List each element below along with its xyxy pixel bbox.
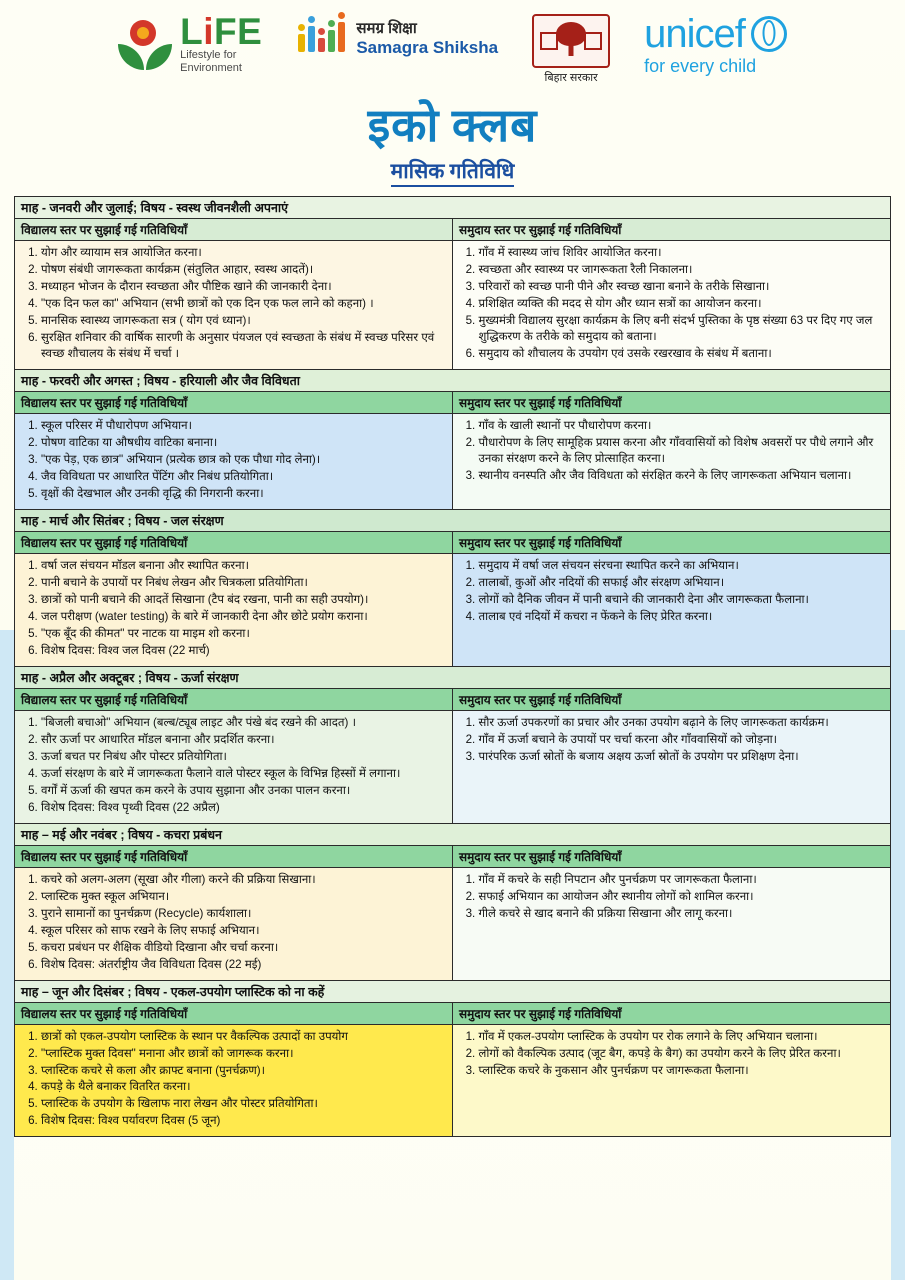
list-item: 4. प्रशिक्षित व्यक्ति की मदद से योग और ध्यान सत्रों का आयोजन करना। bbox=[479, 296, 885, 312]
list-item: 3. मध्याहन भोजन के दौरान स्वच्छता और पौष्टिक खाने की जानकारी देना। bbox=[41, 279, 446, 295]
samagra-shiksha-hindi: समग्र शिक्षा bbox=[356, 20, 417, 37]
community-activities bbox=[453, 868, 891, 980]
column-header-school: विद्यालय स्तर पर सुझाई गई गतिविधियाँ bbox=[15, 219, 453, 240]
list-item: 2. पोषण संबंधी जागरूकता कार्यक्रम (संतुलित आहार, स्वस्थ आदतें)। bbox=[41, 262, 446, 278]
list-item: 1. गाँव के खाली स्थानों पर पौधारोपण करना। bbox=[479, 418, 885, 434]
month-header: माह - जनवरी और जुलाई; विषय - स्वस्थ जीवनशैली अपनाएं bbox=[15, 197, 890, 219]
list-item: 2. तालाबों, कुओं और नदियों की सफाई और संरक्षण अभियान। bbox=[479, 575, 885, 591]
list-item: 1. गाँव में स्वास्थ्य जांच शिविर आयोजित करना। bbox=[479, 245, 885, 261]
column-header-community: समुदाय स्तर पर सुझाई गई गतिविधियाँ bbox=[459, 1006, 622, 1021]
list-item: 2. प्लास्टिक मुक्त स्कूल अभियान। bbox=[41, 889, 446, 905]
list-item: 3. स्थानीय वनस्पति और जैव विविधता को संरक्षित करने के लिए जागरूकता अभियान चलाना। bbox=[479, 468, 885, 484]
list-item: 4. कपड़े के थैले बनाकर वितरित करना। bbox=[41, 1079, 446, 1095]
month-header: माह - मार्च और सितंबर ; विषय - जल संरक्षण bbox=[15, 510, 890, 532]
list-item: 1. गाँव में एकल-उपयोग प्लास्टिक के उपयोग पर रोक लगाने के लिए अभियान चलाना। bbox=[479, 1029, 885, 1045]
list-item: 1. स्कूल परिसर में पौधारोपण अभियान। bbox=[41, 418, 446, 434]
bihar-emblem-icon bbox=[532, 14, 610, 68]
community-activities bbox=[453, 711, 891, 823]
list-item-special-day: 6. विशेष दिवस: विश्व पर्यावरण दिवस (5 जून) bbox=[41, 1113, 446, 1129]
list-item: 5. प्लास्टिक के उपयोग के खिलाफ नारा लेखन और पोस्टर प्रतियोगिता। bbox=[41, 1096, 446, 1112]
list-item: 2. लोगों को वैकल्पिक उत्पाद (जूट बैग, कपड़े के बैग) का उपयोग करने के लिए प्रेरित करना। bbox=[479, 1046, 885, 1062]
list-item: 3. छात्रों को पानी बचाने की आदतें सिखाना (टैप बंद रखना, पानी का सही उपयोग)। bbox=[41, 592, 446, 608]
life-wordmark: LiFE bbox=[180, 11, 263, 52]
month-header: माह - अप्रैल और अक्टूबर ; विषय - ऊर्जा संरक्षण bbox=[15, 667, 890, 689]
list-item: 4. "एक दिन फल का" अभियान (सभी छात्रों को एक दिन एक फल लाने को कहना) । bbox=[41, 296, 446, 312]
life-logo bbox=[118, 11, 263, 74]
month-block-february-august bbox=[15, 370, 890, 510]
unicef-logo bbox=[644, 14, 787, 77]
bihar-emblem-caption: बिहार सरकार bbox=[544, 72, 598, 84]
column-header-school: विद्यालय स्तर पर सुझाई गई गतिविधियाँ bbox=[15, 1003, 453, 1024]
samagra-shiksha-english: Samagra Shiksha bbox=[356, 38, 499, 57]
list-item: 1. गाँव में कचरे के सही निपटान और पुनर्चक्रण पर जागरूकता फैलाना। bbox=[479, 872, 885, 888]
month-block-march-september bbox=[15, 510, 890, 667]
column-header-school: विद्यालय स्तर पर सुझाई गई गतिविधियाँ bbox=[15, 532, 453, 553]
list-item: 3. प्लास्टिक कचरे से कला और क्राफ्ट बनाना (पुनर्चक्रण)। bbox=[41, 1063, 446, 1079]
list-item: 3. परिवारों को स्वच्छ पानी पीने और स्वच्छ खाना बनाने के तरीके सिखाना। bbox=[479, 279, 885, 295]
page-title: इको क्लब bbox=[367, 100, 538, 151]
list-item: 5. वर्गों में ऊर्जा की खपत कम करने के उपाय सुझाना और उनका पालन करना। bbox=[41, 783, 446, 799]
page-subtitle bbox=[0, 157, 905, 188]
list-item: 3. गीले कचरे से खाद बनाने की प्रक्रिया सिखाना और लागू करना। bbox=[479, 906, 885, 922]
list-item: 2. "प्लास्टिक मुक्त दिवस" मनाना और छात्रों को जागरूक करना। bbox=[41, 1046, 446, 1062]
list-item: 5. मुख्यमंत्री विद्यालय सुरक्षा कार्यक्रम के लिए बनी संदर्भ पुस्तिका के पृष्ठ संख्या 63 पर दिए गए जल शुद्धिकरण के तरीके को समुदाय को बताना। bbox=[479, 313, 885, 345]
column-header-community: समुदाय स्तर पर सुझाई गई गतिविधियाँ bbox=[459, 223, 622, 237]
list-item: 2. पानी बचाने के उपायों पर निबंध लेखन और चित्रकला प्रतियोगिता। bbox=[41, 575, 446, 591]
list-item: 2. सौर ऊर्जा पर आधारित मॉडल बनाना और प्रदर्शित करना। bbox=[41, 732, 446, 748]
life-subtitle-line2: Environment bbox=[180, 61, 242, 74]
list-item: 5. कचरा प्रबंधन पर शैक्षिक वीडियो दिखाना और चर्चा करना। bbox=[41, 940, 446, 956]
list-item-special-day: 6. विशेष दिवस: विश्व जल दिवस (22 मार्च) bbox=[41, 643, 446, 659]
life-leaf-sun-icon bbox=[118, 16, 172, 72]
community-activities bbox=[453, 554, 891, 666]
list-item: 3. "एक पेड़, एक छात्र" अभियान (प्रत्येक छात्र को एक पौधा गोद लेना)। bbox=[41, 452, 446, 468]
list-item: 1. समुदाय में वर्षा जल संचयन संरचना स्थापित करने का अभियान। bbox=[479, 558, 885, 574]
month-block-june-december bbox=[15, 981, 890, 1138]
logo-bar bbox=[0, 0, 905, 87]
list-item: 1. "बिजली बचाओ" अभियान (बल्ब/ट्यूब लाइट और पंखे बंद रखने की आदत) । bbox=[41, 715, 446, 731]
month-header: माह – जून और दिसंबर ; विषय - एकल-उपयोग प्लास्टिक को ना कहें bbox=[15, 981, 890, 1003]
list-item: 4. ऊर्जा संरक्षण के बारे में जागरूकता फैलाने वाले पोस्टर स्कूल के विभिन्न हिस्सों में लगाना। bbox=[41, 766, 446, 782]
month-block-april-october bbox=[15, 667, 890, 824]
unicef-tagline: for every child bbox=[644, 56, 757, 76]
life-subtitle-line1: Lifestyle for bbox=[180, 49, 237, 62]
column-header-school: विद्यालय स्तर पर सुझाई गई गतिविधियाँ bbox=[15, 846, 453, 867]
list-item: 1. छात्रों को एकल-उपयोग प्लास्टिक के स्थान पर वैकल्पिक उत्पादों का उपयोग bbox=[41, 1029, 446, 1045]
list-item: 2. पौधारोपण के लिए सामूहिक प्रयास करना और गाँववासियों को विशेष अवसरों पर पौधे लगाने और उनका संरक्षण करने के लिए प्रोत्साहित करना। bbox=[479, 435, 885, 467]
list-item: 5. "एक बूँद की कीमत" पर नाटक या माइम शो करना। bbox=[41, 626, 446, 642]
list-item: 3. लोगों को दैनिक जीवन में पानी बचाने की जानकारी देना और जागरूकता फैलाना। bbox=[479, 592, 885, 608]
unicef-globe-icon bbox=[751, 16, 787, 52]
month-block-may-november bbox=[15, 824, 890, 981]
list-item: 3. पुराने सामानों का पुनर्चक्रण (Recycle) कार्यशाला। bbox=[41, 906, 446, 922]
list-item: 2. सफाई अभियान का आयोजन और स्थानीय लोगों को शामिल करना। bbox=[479, 889, 885, 905]
list-item: 4. तालाब एवं नदियों में कचरा न फेंकने के लिए प्रेरित करना। bbox=[479, 609, 885, 625]
list-item: 3. ऊर्जा बचत पर निबंध और पोस्टर प्रतियोगिता। bbox=[41, 749, 446, 765]
list-item: 3. पारंपरिक ऊर्जा स्रोतों के बजाय अक्षय ऊर्जा स्रोतों के उपयोग पर प्रशिक्षण देना। bbox=[479, 749, 885, 765]
list-item: 2. पोषण वाटिका या औषधीय वाटिका बनाना। bbox=[41, 435, 446, 451]
list-item: 4. जैव विविधता पर आधारित पेंटिंग और निबंध प्रतियोगिता। bbox=[41, 469, 446, 485]
list-item-special-day: 6. विशेष दिवस: अंतर्राष्ट्रीय जैव विविधता दिवस (22 मई) bbox=[41, 957, 446, 973]
column-header-school: विद्यालय स्तर पर सुझाई गई गतिविधियाँ bbox=[15, 392, 453, 413]
life-i-letter: i bbox=[203, 11, 215, 52]
column-header-community: समुदाय स्तर पर सुझाई गई गतिविधियाँ bbox=[459, 395, 622, 410]
list-item: 6. सुरक्षित शनिवार की वार्षिक सारणी के अनुसार पंयजल एवं स्वच्छता के संबंध में स्वच्छ परिसर एवं स्वच्छ शौचालय के संबंध में चर्चा । bbox=[41, 330, 446, 362]
bihar-government-logo bbox=[532, 14, 610, 85]
list-item: 3. प्लास्टिक कचरे के नुकसान और पुनर्चक्रण पर जागरूकता फैलाना। bbox=[479, 1063, 885, 1079]
school-activities bbox=[15, 711, 453, 823]
school-activities bbox=[15, 1025, 453, 1137]
month-header: माह – मई और नवंबर ; विषय - कचरा प्रबंधन bbox=[15, 824, 890, 846]
school-activities bbox=[15, 414, 453, 509]
list-item: 5. वृक्षों की देखभाल और उनकी वृद्धि की निगरानी करना। bbox=[41, 486, 446, 502]
activity-table bbox=[14, 196, 891, 1137]
samagra-shiksha-icon bbox=[296, 14, 348, 62]
column-header-community: समुदाय स्तर पर सुझाई गई गतिविधियाँ bbox=[459, 692, 622, 707]
list-item: 1. सौर ऊर्जा उपकरणों का प्रचार और उनका उपयोग बढ़ाने के लिए जागरूकता कार्यक्रम। bbox=[479, 715, 885, 731]
school-activities bbox=[15, 868, 453, 980]
community-activities bbox=[453, 1025, 891, 1137]
column-header-community: समुदाय स्तर पर सुझाई गई गतिविधियाँ bbox=[459, 849, 622, 864]
community-activities bbox=[453, 241, 891, 369]
school-activities bbox=[15, 554, 453, 666]
community-activities bbox=[453, 414, 891, 509]
list-item: 1. योग और व्यायाम सत्र आयोजित करना। bbox=[41, 245, 446, 261]
column-header-community: समुदाय स्तर पर सुझाई गई गतिविधियाँ bbox=[459, 535, 622, 550]
list-item: 4. जल परीक्षण (water testing) के बारे में जानकारी देना और छोटे प्रयोग कराना। bbox=[41, 609, 446, 625]
list-item: 1. वर्षा जल संचयन मॉडल बनाना और स्थापित करना। bbox=[41, 558, 446, 574]
list-item: 2. गाँव में ऊर्जा बचाने के उपायों पर चर्चा करना और गाँववासियों को जोड़ना। bbox=[479, 732, 885, 748]
month-block-january-july bbox=[15, 197, 890, 370]
list-item: 4. स्कूल परिसर को साफ रखने के लिए सफाई अभियान। bbox=[41, 923, 446, 939]
school-activities bbox=[15, 241, 453, 369]
unicef-wordmark: unicef bbox=[644, 12, 745, 56]
list-item: 2. स्वच्छता और स्वास्थ्य पर जागरूकता रैली निकालना। bbox=[479, 262, 885, 278]
samagra-shiksha-logo bbox=[296, 14, 498, 62]
column-header-school: विद्यालय स्तर पर सुझाई गई गतिविधियाँ bbox=[15, 689, 453, 710]
list-item: 6. समुदाय को शौचालय के उपयोग एवं उसके रखरखाव के संबंध में बताना। bbox=[479, 346, 885, 362]
page-subtitle-text: मासिक गतिविधि bbox=[391, 159, 515, 187]
list-item: 1. कचरे को अलग-अलग (सूखा और गीला) करने की प्रक्रिया सिखाना। bbox=[41, 872, 446, 888]
month-header: माह - फरवरी और अगस्त ; विषय - हरियाली और जैव विविधता bbox=[15, 370, 890, 392]
list-item-special-day: 6. विशेष दिवस: विश्व पृथ्वी दिवस (22 अप्रैल) bbox=[41, 800, 446, 816]
list-item: 5. मानसिक स्वास्थ्य जागरूकता सत्र ( योग एवं ध्यान)। bbox=[41, 313, 446, 329]
